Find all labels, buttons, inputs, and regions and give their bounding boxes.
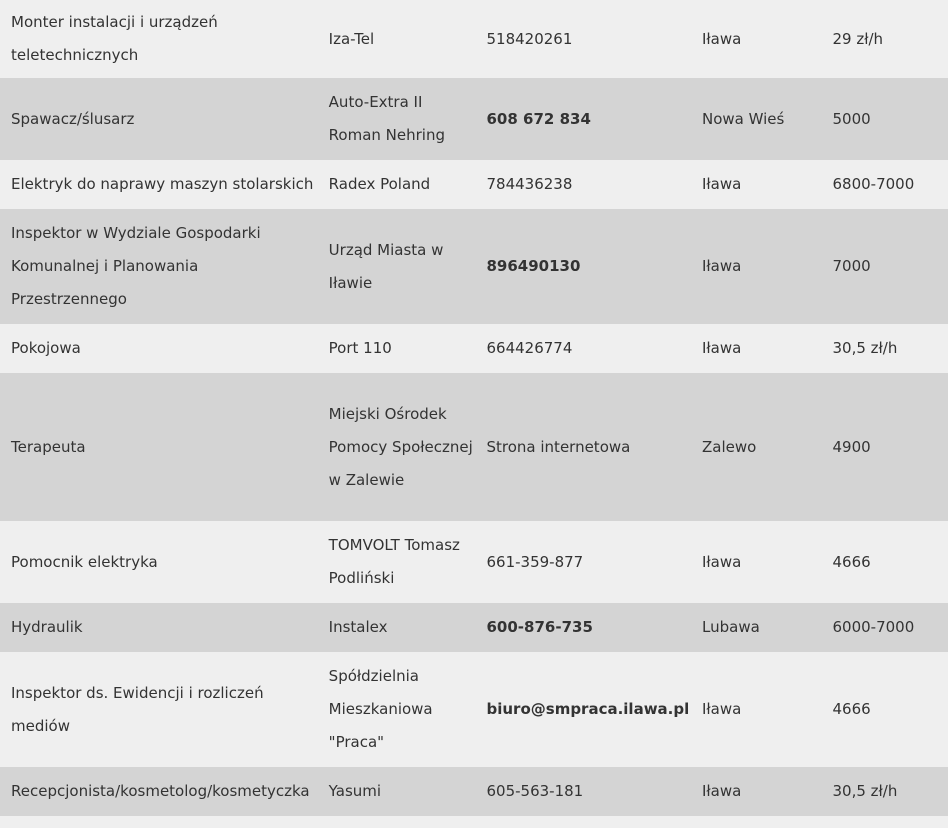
salary-cell: 4666 bbox=[822, 652, 948, 767]
contact-cell: 518420261 bbox=[476, 0, 692, 78]
contact-cell: 608 672 834 bbox=[476, 78, 692, 160]
salary-cell: 30,5 zł/h bbox=[822, 324, 948, 373]
city-cell: Iława bbox=[691, 0, 822, 78]
company-cell: Radex Poland bbox=[318, 160, 476, 209]
city-cell: Iława bbox=[691, 324, 822, 373]
city-cell: Iława bbox=[691, 652, 822, 767]
position-cell: Inspektor ds. Ewidencji i rozliczeń mediów bbox=[0, 652, 318, 767]
salary-cell: 4666 bbox=[822, 521, 948, 603]
position-cell: Terapeuta bbox=[0, 373, 318, 521]
company-cell: Spółdzielnia Mieszkaniowa "Praca" bbox=[318, 652, 476, 767]
position-cell: Monter instalacji i urządzeń teletechnicznych bbox=[0, 0, 318, 78]
table-row bbox=[0, 324, 948, 373]
city-cell: Iława bbox=[691, 521, 822, 603]
company-cell: Instalex bbox=[318, 603, 476, 652]
city-cell: Iława bbox=[691, 767, 822, 816]
salary-cell: 5000 bbox=[822, 78, 948, 160]
table-bottom-edge bbox=[0, 816, 948, 828]
position-cell: Spawacz/ślusarz bbox=[0, 78, 318, 160]
position-cell: Inspektor w Wydziale Gospodarki Komunalnej i Planowania Przestrzennego bbox=[0, 209, 318, 324]
city-cell: Nowa Wieś bbox=[691, 78, 822, 160]
table-row bbox=[0, 0, 948, 78]
table-row bbox=[0, 521, 948, 603]
company-cell: Auto-Extra II Roman Nehring bbox=[318, 78, 476, 160]
salary-cell: 30,5 zł/h bbox=[822, 767, 948, 816]
position-cell: Recepcjonista/kosmetolog/kosmetyczka bbox=[0, 767, 318, 816]
city-cell: Zalewo bbox=[691, 373, 822, 521]
contact-cell: 605-563-181 bbox=[476, 767, 692, 816]
contact-cell: biuro@smpraca.ilawa.pl bbox=[476, 652, 692, 767]
company-cell: Yasumi bbox=[318, 767, 476, 816]
company-cell: Iza-Tel bbox=[318, 0, 476, 78]
table-row bbox=[0, 652, 948, 767]
table-row bbox=[0, 160, 948, 209]
contact-cell: Strona internetowa bbox=[476, 373, 692, 521]
position-cell: Hydraulik bbox=[0, 603, 318, 652]
company-cell: TOMVOLT Tomasz Podliński bbox=[318, 521, 476, 603]
company-cell: Miejski Ośrodek Pomocy Społecznej w Zalewie bbox=[318, 373, 476, 521]
company-cell: Port 110 bbox=[318, 324, 476, 373]
salary-cell: 7000 bbox=[822, 209, 948, 324]
position-cell: Pomocnik elektryka bbox=[0, 521, 318, 603]
city-cell: Lubawa bbox=[691, 603, 822, 652]
city-cell: Iława bbox=[691, 160, 822, 209]
company-cell: Urząd Miasta w Iławie bbox=[318, 209, 476, 324]
contact-cell: 784436238 bbox=[476, 160, 692, 209]
salary-cell: 29 zł/h bbox=[822, 0, 948, 78]
table-row bbox=[0, 209, 948, 324]
contact-cell: 664426774 bbox=[476, 324, 692, 373]
position-cell: Pokojowa bbox=[0, 324, 318, 373]
table-row bbox=[0, 78, 948, 160]
position-cell: Elektryk do naprawy maszyn stolarskich bbox=[0, 160, 318, 209]
salary-cell: 6800-7000 bbox=[822, 160, 948, 209]
table-row bbox=[0, 767, 948, 816]
contact-cell: 661-359-877 bbox=[476, 521, 692, 603]
salary-cell: 4900 bbox=[822, 373, 948, 521]
contact-cell: 896490130 bbox=[476, 209, 692, 324]
salary-cell: 6000-7000 bbox=[822, 603, 948, 652]
contact-cell: 600-876-735 bbox=[476, 603, 692, 652]
table-row bbox=[0, 603, 948, 652]
city-cell: Iława bbox=[691, 209, 822, 324]
table-row bbox=[0, 373, 948, 521]
